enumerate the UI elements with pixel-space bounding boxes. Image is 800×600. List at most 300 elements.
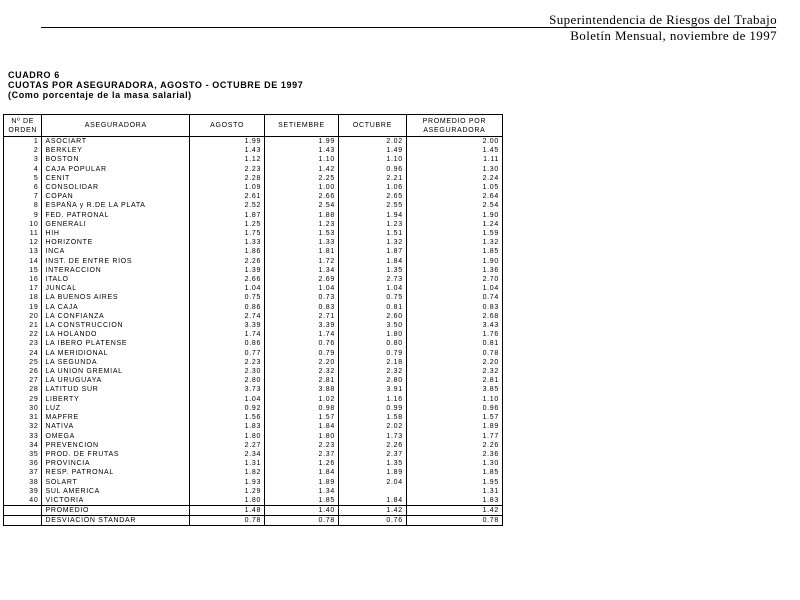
october-cell: 1.42 — [338, 506, 406, 516]
average-cell: 0.96 — [406, 404, 502, 413]
insurer-cell: LA HOLANDO — [42, 330, 190, 339]
summary-row — [4, 506, 503, 516]
insurer-cell: INST. DE ENTRE RÍOS — [42, 257, 190, 266]
order-cell: 27 — [4, 376, 42, 385]
col-header-september: SETIEMBRE — [265, 115, 339, 137]
average-cell: 2.70 — [406, 275, 502, 284]
table-row — [4, 441, 503, 450]
average-cell: 2.68 — [406, 312, 502, 321]
insurer-cell: FED. PATRONAL — [42, 211, 190, 220]
september-cell: 1.43 — [265, 146, 339, 155]
order-cell: 37 — [4, 468, 42, 477]
september-cell: 1.88 — [265, 211, 339, 220]
insurer-cell: BOSTON — [42, 155, 190, 164]
august-cell: 1.43 — [190, 146, 265, 155]
october-cell: 0.96 — [338, 165, 406, 174]
average-cell: 1.77 — [406, 432, 502, 441]
average-cell: 2.64 — [406, 192, 502, 201]
august-cell: 2.30 — [190, 367, 265, 376]
average-cell: 2.32 — [406, 367, 502, 376]
table-row — [4, 413, 503, 422]
september-cell: 2.69 — [265, 275, 339, 284]
august-cell: 0.75 — [190, 293, 265, 302]
col-header-order-line1: Nº DE — [11, 117, 35, 125]
september-cell: 1.84 — [265, 468, 339, 477]
average-cell: 0.74 — [406, 293, 502, 302]
order-cell: 26 — [4, 367, 42, 376]
august-cell: 1.29 — [190, 487, 265, 496]
table-number: CUADRO 6 — [8, 70, 60, 80]
october-cell: 2.80 — [338, 376, 406, 385]
october-cell: 0.75 — [338, 293, 406, 302]
insurer-cell: LA IBERO PLATENSE — [42, 339, 190, 348]
september-cell: 1.53 — [265, 229, 339, 238]
order-cell: 21 — [4, 321, 42, 330]
october-cell: 1.32 — [338, 238, 406, 247]
august-cell: 2.52 — [190, 201, 265, 210]
august-cell: 0.78 — [190, 516, 265, 526]
october-cell: 2.65 — [338, 192, 406, 201]
insurer-cell: MAPFRE — [42, 413, 190, 422]
september-cell: 2.32 — [265, 367, 339, 376]
insurer-cell: GENERALI — [42, 220, 190, 229]
october-cell: 0.76 — [338, 516, 406, 526]
insurer-cell: RESP. PATRONAL — [42, 468, 190, 477]
average-cell: 1.95 — [406, 478, 502, 487]
september-cell: 2.66 — [265, 192, 339, 201]
september-cell: 1.72 — [265, 257, 339, 266]
september-cell: 2.37 — [265, 450, 339, 459]
order-cell: 34 — [4, 441, 42, 450]
august-cell: 2.26 — [190, 257, 265, 266]
october-cell: 1.73 — [338, 432, 406, 441]
table-header-row — [4, 115, 503, 137]
september-cell: 0.73 — [265, 293, 339, 302]
quotas-table — [3, 114, 503, 526]
average-cell: 2.36 — [406, 450, 502, 459]
average-cell: 0.78 — [406, 349, 502, 358]
august-cell: 2.80 — [190, 376, 265, 385]
august-cell: 2.34 — [190, 450, 265, 459]
insurer-cell: DESVIACIÓN STANDAR — [42, 516, 190, 526]
table-row — [4, 146, 503, 155]
order-cell: 19 — [4, 303, 42, 312]
october-cell: 3.91 — [338, 385, 406, 394]
insurer-cell: HIH — [42, 229, 190, 238]
order-cell: 2 — [4, 146, 42, 155]
september-cell: 2.20 — [265, 358, 339, 367]
october-cell: 2.26 — [338, 441, 406, 450]
report-header-subtitle: Boletín Mensual, noviembre de 1997 — [570, 28, 777, 43]
average-cell: 1.24 — [406, 220, 502, 229]
order-cell: 6 — [4, 183, 42, 192]
table-row — [4, 229, 503, 238]
september-cell: 1.89 — [265, 478, 339, 487]
order-cell: 20 — [4, 312, 42, 321]
august-cell: 2.23 — [190, 358, 265, 367]
august-cell: 1.39 — [190, 266, 265, 275]
table-row — [4, 211, 503, 220]
table-footer — [4, 506, 503, 526]
order-cell: 22 — [4, 330, 42, 339]
insurer-cell: HORIZONTE — [42, 238, 190, 247]
table-row — [4, 496, 503, 506]
order-cell: 11 — [4, 229, 42, 238]
october-cell: 1.49 — [338, 146, 406, 155]
october-cell: 1.10 — [338, 155, 406, 164]
table-row — [4, 367, 503, 376]
insurer-cell: INTERACCION — [42, 266, 190, 275]
average-cell: 1.45 — [406, 146, 502, 155]
september-cell: 1.26 — [265, 459, 339, 468]
table-body — [4, 137, 503, 506]
average-cell: 0.83 — [406, 303, 502, 312]
october-cell: 1.04 — [338, 284, 406, 293]
august-cell: 1.04 — [190, 284, 265, 293]
august-cell: 2.23 — [190, 165, 265, 174]
insurer-cell: ESPAÑA y R.DE LA PLATA — [42, 201, 190, 210]
september-cell: 3.39 — [265, 321, 339, 330]
october-cell: 3.50 — [338, 321, 406, 330]
september-cell: 1.34 — [265, 487, 339, 496]
august-cell: 1.87 — [190, 211, 265, 220]
october-cell: 2.02 — [338, 422, 406, 431]
august-cell: 2.74 — [190, 312, 265, 321]
table-row — [4, 432, 503, 441]
table-row — [4, 293, 503, 302]
order-cell: 32 — [4, 422, 42, 431]
insurer-cell: LATITUD SUR — [42, 385, 190, 394]
order-cell: 7 — [4, 192, 42, 201]
table-row — [4, 155, 503, 164]
october-cell: 0.81 — [338, 303, 406, 312]
august-cell: 1.25 — [190, 220, 265, 229]
august-cell: 1.12 — [190, 155, 265, 164]
table-row — [4, 395, 503, 404]
order-cell: 36 — [4, 459, 42, 468]
october-cell: 1.06 — [338, 183, 406, 192]
august-cell: 1.80 — [190, 432, 265, 441]
september-cell: 1.02 — [265, 395, 339, 404]
order-cell: 28 — [4, 385, 42, 394]
october-cell: 0.80 — [338, 339, 406, 348]
col-header-average — [406, 115, 502, 137]
august-cell: 0.86 — [190, 303, 265, 312]
report-header-title: Superintendencia de Riesgos del Trabajo — [549, 12, 777, 27]
order-cell: 17 — [4, 284, 42, 293]
october-cell: 0.79 — [338, 349, 406, 358]
september-cell: 0.78 — [265, 516, 339, 526]
insurer-cell: ITALO — [42, 275, 190, 284]
august-cell: 1.09 — [190, 183, 265, 192]
september-cell: 1.23 — [265, 220, 339, 229]
table-row — [4, 174, 503, 183]
insurer-cell: LA BUENOS AIRES — [42, 293, 190, 302]
table-row — [4, 487, 503, 496]
august-cell: 2.27 — [190, 441, 265, 450]
insurer-cell: LA CONSTRUCCION — [42, 321, 190, 330]
order-cell: 24 — [4, 349, 42, 358]
average-cell: 1.10 — [406, 395, 502, 404]
insurer-cell: PROMEDIO — [42, 506, 190, 516]
order-cell: 4 — [4, 165, 42, 174]
september-cell: 2.71 — [265, 312, 339, 321]
average-cell: 1.90 — [406, 211, 502, 220]
august-cell: 1.04 — [190, 395, 265, 404]
average-cell: 3.43 — [406, 321, 502, 330]
september-cell: 0.83 — [265, 303, 339, 312]
insurer-cell: LA SEGUNDA — [42, 358, 190, 367]
october-cell: 2.18 — [338, 358, 406, 367]
table-row — [4, 339, 503, 348]
average-cell: 3.85 — [406, 385, 502, 394]
insurer-cell: INCA — [42, 247, 190, 256]
august-cell: 1.75 — [190, 229, 265, 238]
table-row — [4, 478, 503, 487]
table-row — [4, 459, 503, 468]
table-row — [4, 137, 503, 147]
order-cell: 18 — [4, 293, 42, 302]
order-cell: 9 — [4, 211, 42, 220]
october-cell: 2.02 — [338, 137, 406, 147]
average-cell: 1.59 — [406, 229, 502, 238]
table-row — [4, 247, 503, 256]
average-cell: 1.90 — [406, 257, 502, 266]
october-cell — [338, 487, 406, 496]
insurer-cell: LIBERTY — [42, 395, 190, 404]
table-row — [4, 303, 503, 312]
october-cell: 1.84 — [338, 257, 406, 266]
table-row — [4, 422, 503, 431]
august-cell: 1.31 — [190, 459, 265, 468]
average-cell: 1.89 — [406, 422, 502, 431]
average-cell: 0.81 — [406, 339, 502, 348]
average-cell: 1.05 — [406, 183, 502, 192]
october-cell: 2.32 — [338, 367, 406, 376]
august-cell: 1.48 — [190, 506, 265, 516]
september-cell: 0.76 — [265, 339, 339, 348]
table-title: CUOTAS POR ASEGURADORA, AGOSTO - OCTUBRE DE 1997 — [8, 80, 304, 90]
september-cell: 1.74 — [265, 330, 339, 339]
august-cell: 3.39 — [190, 321, 265, 330]
table-row — [4, 330, 503, 339]
order-cell — [4, 516, 42, 526]
order-cell: 25 — [4, 358, 42, 367]
table-row — [4, 404, 503, 413]
order-cell: 31 — [4, 413, 42, 422]
table-row — [4, 450, 503, 459]
average-cell: 1.85 — [406, 468, 502, 477]
col-header-october: OCTUBRE — [338, 115, 406, 137]
october-cell: 1.35 — [338, 266, 406, 275]
table-row — [4, 238, 503, 247]
average-cell: 1.04 — [406, 284, 502, 293]
august-cell: 2.66 — [190, 275, 265, 284]
average-cell: 1.36 — [406, 266, 502, 275]
august-cell: 1.80 — [190, 496, 265, 506]
order-cell: 13 — [4, 247, 42, 256]
average-cell: 0.78 — [406, 516, 502, 526]
august-cell: 2.28 — [190, 174, 265, 183]
table-row — [4, 183, 503, 192]
september-cell: 1.34 — [265, 266, 339, 275]
order-cell: 29 — [4, 395, 42, 404]
insurer-cell: PROD. DE FRUTAS — [42, 450, 190, 459]
average-cell: 1.32 — [406, 238, 502, 247]
august-cell: 3.73 — [190, 385, 265, 394]
table-row — [4, 468, 503, 477]
august-cell: 0.77 — [190, 349, 265, 358]
order-cell: 39 — [4, 487, 42, 496]
table-row — [4, 201, 503, 210]
september-cell: 1.85 — [265, 496, 339, 506]
average-cell: 2.81 — [406, 376, 502, 385]
insurer-cell: SUL AMERICA — [42, 487, 190, 496]
table-row — [4, 165, 503, 174]
table-row — [4, 385, 503, 394]
august-cell: 1.74 — [190, 330, 265, 339]
order-cell: 8 — [4, 201, 42, 210]
order-cell: 40 — [4, 496, 42, 506]
table-row — [4, 266, 503, 275]
october-cell: 1.94 — [338, 211, 406, 220]
order-cell: 35 — [4, 450, 42, 459]
col-header-average-line2: ASEGURADORA — [423, 126, 486, 134]
august-cell: 0.86 — [190, 339, 265, 348]
average-cell: 2.24 — [406, 174, 502, 183]
october-cell: 2.55 — [338, 201, 406, 210]
october-cell: 1.58 — [338, 413, 406, 422]
october-cell: 2.04 — [338, 478, 406, 487]
insurer-cell: NATIVA — [42, 422, 190, 431]
october-cell: 0.99 — [338, 404, 406, 413]
september-cell: 3.88 — [265, 385, 339, 394]
september-cell: 0.79 — [265, 349, 339, 358]
col-header-order — [4, 115, 42, 137]
september-cell: 2.23 — [265, 441, 339, 450]
insurer-cell: LA URUGUAYA — [42, 376, 190, 385]
september-cell: 1.00 — [265, 183, 339, 192]
october-cell: 2.73 — [338, 275, 406, 284]
insurer-cell: VICTORIA — [42, 496, 190, 506]
insurer-cell: OMEGA — [42, 432, 190, 441]
september-cell: 1.42 — [265, 165, 339, 174]
insurer-cell: CONSOLIDAR — [42, 183, 190, 192]
average-cell: 1.31 — [406, 487, 502, 496]
average-cell: 1.76 — [406, 330, 502, 339]
average-cell: 2.20 — [406, 358, 502, 367]
october-cell: 1.84 — [338, 496, 406, 506]
insurer-cell: BERKLEY — [42, 146, 190, 155]
table-row — [4, 192, 503, 201]
average-cell: 2.26 — [406, 441, 502, 450]
table-row — [4, 358, 503, 367]
october-cell: 2.60 — [338, 312, 406, 321]
order-cell: 15 — [4, 266, 42, 275]
october-cell: 1.35 — [338, 459, 406, 468]
table-row — [4, 257, 503, 266]
august-cell: 1.83 — [190, 422, 265, 431]
average-cell: 1.30 — [406, 165, 502, 174]
insurer-cell: LA CONFIANZA — [42, 312, 190, 321]
september-cell: 1.33 — [265, 238, 339, 247]
october-cell: 2.37 — [338, 450, 406, 459]
october-cell: 1.51 — [338, 229, 406, 238]
average-cell: 1.85 — [406, 247, 502, 256]
col-header-august: AGOSTO — [190, 115, 265, 137]
table-row — [4, 349, 503, 358]
october-cell: 1.87 — [338, 247, 406, 256]
order-cell: 3 — [4, 155, 42, 164]
september-cell: 1.84 — [265, 422, 339, 431]
average-cell: 1.11 — [406, 155, 502, 164]
september-cell: 2.54 — [265, 201, 339, 210]
order-cell: 16 — [4, 275, 42, 284]
average-cell: 1.30 — [406, 459, 502, 468]
table-row — [4, 321, 503, 330]
september-cell: 1.81 — [265, 247, 339, 256]
col-header-average-line1: PROMEDIO POR — [422, 117, 487, 125]
august-cell: 1.82 — [190, 468, 265, 477]
august-cell: 1.33 — [190, 238, 265, 247]
october-cell: 2.21 — [338, 174, 406, 183]
october-cell: 1.23 — [338, 220, 406, 229]
insurer-cell: LA UNION GREMIAL — [42, 367, 190, 376]
order-cell — [4, 506, 42, 516]
summary-row — [4, 516, 503, 526]
col-header-order-line2: ORDEN — [8, 126, 38, 134]
order-cell: 12 — [4, 238, 42, 247]
august-cell: 1.56 — [190, 413, 265, 422]
insurer-cell: COPAN — [42, 192, 190, 201]
insurer-cell: CAJA POPULAR — [42, 165, 190, 174]
september-cell: 1.04 — [265, 284, 339, 293]
august-cell: 0.92 — [190, 404, 265, 413]
order-cell: 10 — [4, 220, 42, 229]
insurer-cell: PROVINCIA — [42, 459, 190, 468]
insurer-cell: ASOCIART — [42, 137, 190, 147]
august-cell: 1.93 — [190, 478, 265, 487]
insurer-cell: CENIT — [42, 174, 190, 183]
table-row — [4, 284, 503, 293]
october-cell: 1.16 — [338, 395, 406, 404]
august-cell: 1.86 — [190, 247, 265, 256]
table-row — [4, 312, 503, 321]
insurer-cell: LA CAJA — [42, 303, 190, 312]
table-unit-note: (Como porcentaje de la masa salarial) — [8, 90, 192, 100]
average-cell: 2.00 — [406, 137, 502, 147]
september-cell: 1.40 — [265, 506, 339, 516]
order-cell: 1 — [4, 137, 42, 147]
table-row — [4, 220, 503, 229]
september-cell: 1.80 — [265, 432, 339, 441]
insurer-cell: JUNCAL — [42, 284, 190, 293]
average-cell: 1.42 — [406, 506, 502, 516]
september-cell: 0.98 — [265, 404, 339, 413]
insurer-cell: LA MERIDIONAL — [42, 349, 190, 358]
average-cell: 1.83 — [406, 496, 502, 506]
october-cell: 1.80 — [338, 330, 406, 339]
order-cell: 14 — [4, 257, 42, 266]
september-cell: 2.81 — [265, 376, 339, 385]
september-cell: 1.10 — [265, 155, 339, 164]
september-cell: 1.99 — [265, 137, 339, 147]
insurer-cell: PREVENCION — [42, 441, 190, 450]
order-cell: 38 — [4, 478, 42, 487]
order-cell: 33 — [4, 432, 42, 441]
order-cell: 5 — [4, 174, 42, 183]
table-row — [4, 376, 503, 385]
